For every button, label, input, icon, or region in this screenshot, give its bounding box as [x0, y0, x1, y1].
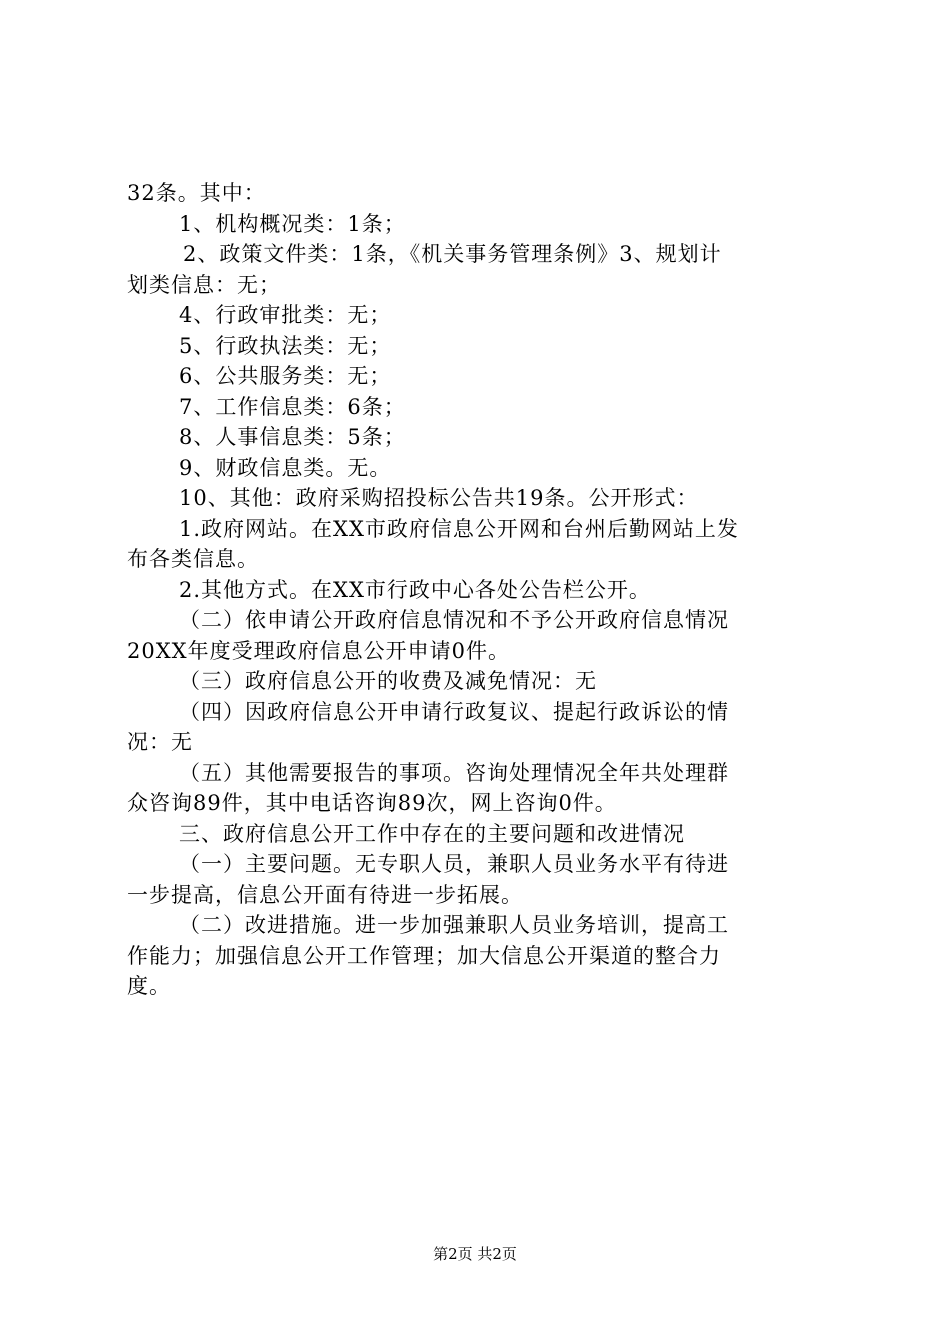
text-line: 三、政府信息公开工作中存在的主要问题和改进情况 [179, 821, 685, 846]
text-line: 4、行政审批类：无； [179, 303, 392, 327]
text-line: 1.政府网站。在XX市政府信息公开网和台州后勤网站上发 [179, 516, 739, 541]
text-line: （三）政府信息公开的收费及减免情况：无 [179, 669, 597, 693]
text-line: 布各类信息。 [127, 547, 259, 571]
text-line: （五）其他需要报告的事项。咨询处理情况全年共处理群 [179, 760, 729, 785]
page-number-footer: 第2页 共2页 [433, 1245, 517, 1263]
text-line: 7、工作信息类：6条； [179, 394, 406, 419]
text-line: 一步提高，信息公开面有待进一步拓展。 [127, 882, 523, 907]
text-line: 众咨询89件，其中电话咨询89次，网上咨询0件。 [127, 791, 617, 815]
text-line: 6、公共服务类：无； [179, 364, 392, 388]
text-line: 32条。其中： [127, 181, 266, 205]
document-body [127, 178, 833, 1002]
text-line: 5、行政执法类：无； [179, 333, 392, 358]
text-line: 20XX年度受理政府信息公开申请0件。 [127, 638, 510, 663]
text-line: 作能力；加强信息公开工作管理；加大信息公开渠道的整合力 [127, 943, 721, 968]
text-line: （四）因政府信息公开申请行政复议、提起行政诉讼的情 [179, 699, 729, 724]
text-line: （二）依申请公开政府信息情况和不予公开政府信息情况 [179, 608, 729, 632]
text-line: 1、机构概况类：1条； [179, 211, 406, 236]
text-line: 度。 [127, 974, 171, 998]
text-line: 划类信息：无； [127, 272, 281, 297]
text-line: 10、其他：政府采购招投标公告共19条。公开形式： [179, 486, 699, 510]
text-line: 况：无 [127, 730, 193, 754]
text-line: 8、人事信息类：5条； [179, 425, 406, 449]
text-line: 9、财政信息类。无。 [179, 455, 392, 480]
text-line: 2、政策文件类：1条，《机关事务管理条例》3、规划计 [183, 242, 722, 266]
text-line: 2.其他方式。在XX市行政中心各处公告栏公开。 [179, 577, 651, 602]
text-line: （二）改进措施。进一步加强兼职人员业务培训，提高工 [179, 913, 729, 937]
text-line: （一）主要问题。无专职人员，兼职人员业务水平有待进 [179, 852, 729, 876]
